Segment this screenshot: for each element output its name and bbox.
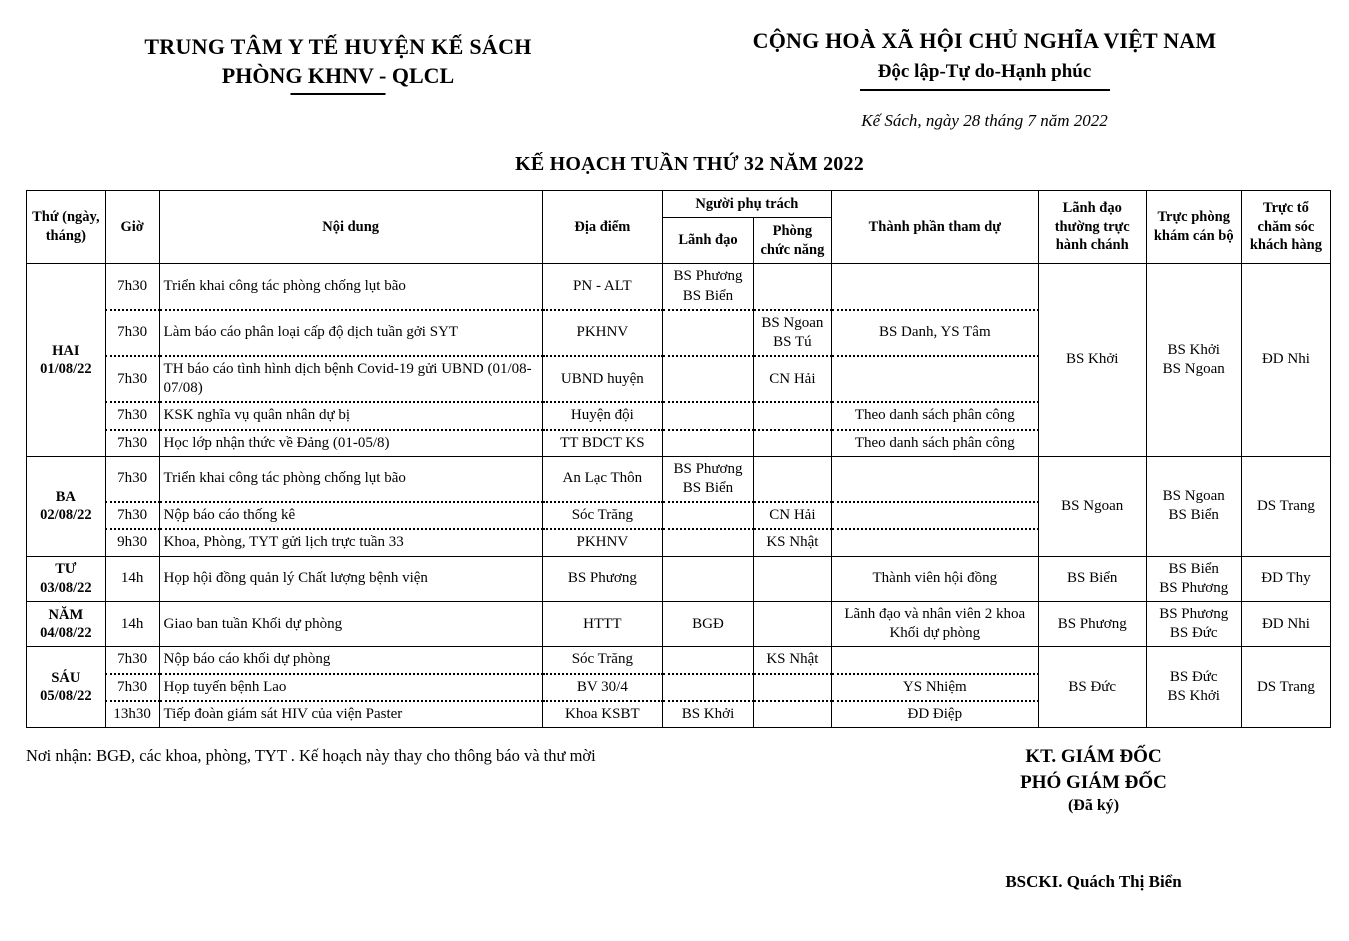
th-admin-duty: Lãnh đạo thường trực hành chánh — [1038, 190, 1146, 264]
signature-title-2: PHÓ GIÁM ĐỐC — [1020, 771, 1167, 793]
cell-incharge-dept — [754, 701, 832, 728]
th-care-duty: Trực tổ chăm sóc khách hàng — [1241, 190, 1330, 264]
cell-incharge-leader — [662, 556, 753, 601]
cell-incharge-dept — [754, 674, 832, 701]
cell-admin-duty: BS Ngoan — [1038, 456, 1146, 556]
cell-admin-duty: BS Biển — [1038, 556, 1146, 601]
table-body — [27, 264, 1331, 728]
day-weekday: TƯ — [55, 561, 77, 578]
document-title: KẾ HOẠCH TUẦN THỨ 32 NĂM 2022 — [515, 152, 864, 175]
cell-incharge-dept — [754, 647, 832, 674]
cell-incharge-leader — [662, 529, 753, 556]
cell-place: Sóc Trăng — [542, 647, 662, 674]
cell-incharge-leader — [662, 430, 753, 457]
dept-line-2: BS Tú — [773, 333, 812, 350]
cell-attendees — [831, 264, 1038, 310]
cell-attendees: BS Danh, YS Tâm — [831, 310, 1038, 356]
cell-attendees: YS Nhiệm — [831, 674, 1038, 701]
clinic-duty-line-2: BS Khởi — [1167, 688, 1220, 705]
cell-place: BS Phương — [542, 556, 662, 601]
cell-care-duty: DS Trang — [1241, 647, 1330, 728]
table-row — [27, 556, 1331, 601]
document-header — [0, 0, 1349, 131]
leader-line-2: BS Biển — [682, 287, 734, 304]
organization-department: PHÒNG KHNV - QLCL — [222, 61, 454, 90]
cell-place: Huyện đội — [542, 402, 662, 429]
cell-content: KSK nghĩa vụ quân nhân dự bị — [159, 402, 542, 429]
cell-attendees: Lãnh đạo và nhân viên 2 khoa Khối dự phòng — [831, 601, 1038, 646]
cell-attendees — [831, 529, 1038, 556]
cell-incharge-leader — [662, 456, 753, 502]
cell-attendees: Theo danh sách phân công — [831, 402, 1038, 429]
th-clinic-duty: Trực phòng khám cán bộ — [1146, 190, 1241, 264]
th-incharge-dept: Phòng chức năng — [754, 218, 832, 264]
cell-place: PKHNV — [542, 529, 662, 556]
weekly-schedule-table — [26, 190, 1331, 728]
cell-care-duty: ĐD Thy — [1241, 556, 1330, 601]
cell-time: 7h30 — [105, 647, 159, 674]
clinic-duty-line-1: BS Khởi — [1167, 341, 1220, 358]
day-date: 01/08/22 — [40, 361, 92, 378]
clinic-duty-line-1: BS Ngoan — [1162, 488, 1225, 504]
cell-place: HTTT — [542, 601, 662, 646]
day-date: 02/08/22 — [40, 507, 92, 524]
day-date: 05/08/22 — [40, 688, 92, 705]
cell-incharge-leader — [662, 601, 753, 646]
cell-content: Họp tuyến bệnh Lao — [159, 674, 542, 701]
recipients-note: Nơi nhận: BGĐ, các khoa, phòng, TYT . Kế hoạch này thay cho thông báo và thư mời — [26, 745, 596, 765]
leader-line-1: BS Phương — [673, 268, 743, 285]
cell-time: 7h30 — [105, 356, 159, 402]
cell-time: 7h30 — [105, 674, 159, 701]
dept-line-1: KS Nhật — [766, 534, 819, 551]
cell-time: 7h30 — [105, 430, 159, 457]
cell-time: 9h30 — [105, 529, 159, 556]
cell-place: UBND huyện — [542, 356, 662, 402]
cell-incharge-leader — [662, 502, 753, 529]
cell-incharge-leader — [662, 310, 753, 356]
cell-incharge-leader — [662, 674, 753, 701]
table-row — [27, 264, 1331, 310]
cell-care-duty: ĐD Nhi — [1241, 601, 1330, 646]
cell-day — [27, 456, 106, 556]
cell-content: Nộp báo cáo khối dự phòng — [159, 647, 542, 674]
th-incharge-leader: Lãnh đạo — [662, 218, 753, 264]
th-incharge-group: Người phụ trách — [662, 190, 831, 218]
cell-incharge-dept — [754, 264, 832, 310]
cell-place: An Lạc Thôn — [542, 456, 662, 502]
clinic-duty-line-1: BS Biển — [1168, 560, 1219, 577]
day-weekday: NĂM — [48, 606, 84, 623]
table-header — [27, 190, 1331, 264]
cell-care-duty: ĐD Nhi — [1241, 264, 1330, 457]
th-content: Nội dung — [159, 190, 542, 264]
cell-clinic-duty — [1146, 601, 1241, 646]
leader-line-1: BGĐ — [692, 615, 724, 632]
cell-incharge-dept — [754, 529, 832, 556]
table-row — [27, 647, 1331, 674]
cell-place: PKHNV — [542, 310, 662, 356]
cell-place: Sóc Trăng — [542, 502, 662, 529]
cell-time: 7h30 — [105, 264, 159, 310]
day-weekday: BA — [55, 488, 76, 505]
cell-content: Học lớp nhận thức về Đảng (01-05/8) — [159, 430, 542, 457]
th-place: Địa điểm — [542, 190, 662, 264]
leader-line-1: BS Phương — [673, 460, 743, 477]
cell-incharge-dept — [754, 556, 832, 601]
day-weekday: HAI — [52, 342, 80, 359]
cell-admin-duty: BS Phương — [1038, 601, 1146, 646]
cell-content: TH báo cáo tình hình dịch bệnh Covid-19 gửi UBND (01/08-07/08) — [159, 356, 542, 402]
signature-title-1: KT. GIÁM ĐỐC — [1025, 745, 1162, 767]
table-row — [27, 601, 1331, 646]
cell-clinic-duty — [1146, 647, 1241, 728]
cell-time: 7h30 — [105, 310, 159, 356]
cell-time: 14h — [105, 556, 159, 601]
cell-content: Triển khai công tác phòng chống lụt bão — [159, 456, 542, 502]
cell-incharge-dept — [754, 402, 832, 429]
cell-content: Nộp báo cáo thống kê — [159, 502, 542, 529]
th-time: Giờ — [105, 190, 159, 264]
cell-attendees — [831, 502, 1038, 529]
clinic-duty-line-2: BS Ngoan — [1162, 361, 1225, 378]
cell-content: Tiếp đoàn giám sát HIV của viện Paster — [159, 701, 542, 728]
cell-incharge-leader — [662, 647, 753, 674]
cell-attendees — [831, 356, 1038, 402]
cell-attendees — [831, 647, 1038, 674]
leader-line-2: BS Biển — [682, 480, 734, 496]
cell-time: 7h30 — [105, 402, 159, 429]
cell-incharge-dept — [754, 601, 832, 646]
cell-day — [27, 264, 106, 457]
clinic-duty-line-1: BS Phương — [1159, 605, 1229, 622]
cell-clinic-duty — [1146, 264, 1241, 457]
cell-attendees — [831, 456, 1038, 502]
organization-name: TRUNG TÂM Y TẾ HUYỆN KẾ SÁCH — [144, 34, 532, 59]
clinic-duty-line-2: BS Đức — [1169, 625, 1218, 642]
cell-content: Triển khai công tác phòng chống lụt bão — [159, 264, 542, 310]
cell-admin-duty: BS Đức — [1038, 647, 1146, 728]
cell-place: BV 30/4 — [542, 674, 662, 701]
cell-incharge-dept — [754, 310, 832, 356]
cell-incharge-dept — [754, 502, 832, 529]
cell-incharge-leader — [662, 264, 753, 310]
clinic-duty-line-2: BS Biển — [1168, 507, 1219, 524]
cell-incharge-dept — [754, 356, 832, 402]
cell-care-duty: DS Trang — [1241, 456, 1330, 556]
place-and-date: Kế Sách, ngày 28 tháng 7 năm 2022 — [861, 110, 1108, 130]
header-right-block — [648, 26, 1321, 131]
cell-day — [27, 647, 106, 728]
cell-time: 7h30 — [105, 456, 159, 502]
clinic-duty-line-1: BS Đức — [1169, 668, 1218, 685]
dept-line-1: BS Ngoan — [761, 314, 824, 331]
day-date: 04/08/22 — [40, 625, 92, 642]
cell-day — [27, 601, 106, 646]
cell-place: TT BDCT KS — [542, 430, 662, 457]
cell-incharge-leader — [662, 402, 753, 429]
th-attendees: Thành phần tham dự — [831, 190, 1038, 264]
national-title: CỘNG HOÀ XÃ HỘI CHỦ NGHĨA VIỆT NAM — [752, 28, 1217, 53]
cell-attendees: Thành viên hội đồng — [831, 556, 1038, 601]
cell-attendees: ĐD Điệp — [831, 701, 1038, 728]
cell-attendees: Theo danh sách phân công — [831, 430, 1038, 457]
cell-place: Khoa KSBT — [542, 701, 662, 728]
signature-name: BSCKI. Quách Thị Biển — [1005, 871, 1182, 891]
dept-line-1: KS Nhật — [766, 651, 819, 668]
signature-signed-note: (Đã ký) — [1067, 797, 1120, 815]
cell-incharge-dept — [754, 430, 832, 457]
cell-content: Giao ban tuần Khối dự phòng — [159, 601, 542, 646]
cell-clinic-duty — [1146, 556, 1241, 601]
cell-content: Họp hội đồng quản lý Chất lượng bệnh viện — [159, 556, 542, 601]
cell-time: 7h30 — [105, 502, 159, 529]
cell-clinic-duty — [1146, 456, 1241, 556]
header-left-block — [28, 26, 648, 90]
th-day: Thứ (ngày, tháng) — [27, 190, 106, 264]
cell-content: Khoa, Phòng, TYT gửi lịch trực tuần 33 — [159, 529, 542, 556]
cell-day — [27, 556, 106, 601]
signature-block — [716, 744, 1321, 892]
schedule-table-wrapper — [0, 176, 1349, 728]
document-footer — [0, 728, 1349, 892]
national-motto: Độc lập-Tự do-Hạnh phúc — [878, 59, 1092, 85]
cell-time: 14h — [105, 601, 159, 646]
cell-incharge-leader — [662, 356, 753, 402]
cell-content: Làm báo cáo phân loại cấp độ dịch tuần gởi SYT — [159, 310, 542, 356]
cell-admin-duty: BS Khởi — [1038, 264, 1146, 457]
cell-incharge-dept — [754, 456, 832, 502]
table-row — [27, 456, 1331, 502]
leader-line-1: BS Khởi — [681, 705, 735, 722]
day-weekday: SÁU — [51, 669, 81, 686]
dept-line-1: CN Hải — [769, 507, 816, 524]
cell-time: 13h30 — [105, 701, 159, 728]
dept-line-1: CN Hải — [769, 370, 816, 387]
cell-incharge-leader — [662, 701, 753, 728]
day-date: 03/08/22 — [40, 579, 92, 596]
header-row-1 — [27, 190, 1331, 218]
clinic-duty-line-2: BS Phương — [1159, 579, 1229, 596]
cell-place: PN - ALT — [542, 264, 662, 310]
